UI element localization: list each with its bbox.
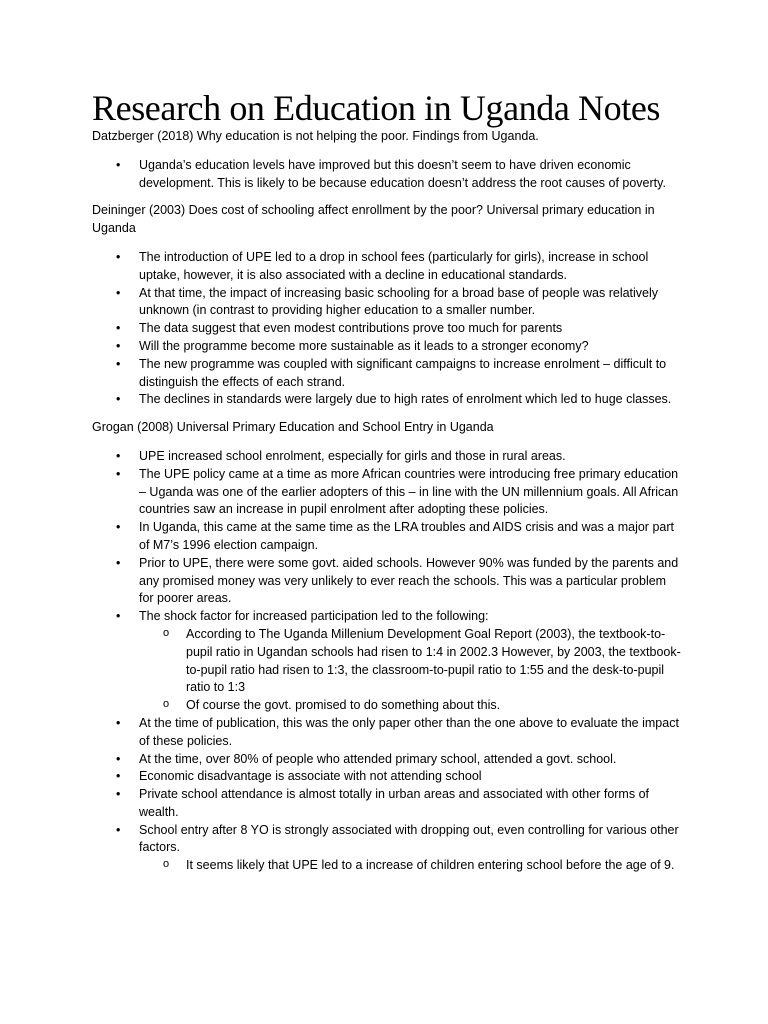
sub-list-item: o It seems likely that UPE led to a increase of children entering school before the age of 9. — [92, 857, 682, 875]
list-item: • The introduction of UPE led to a drop in school fees (particularly for girls), increase in school uptake, however, it is also associated with a decline in educational standards. — [92, 249, 682, 285]
list-item: • Will the programme become more sustainable as it leads to a stronger economy? — [92, 338, 682, 356]
list-item: • Uganda’s education levels have improved but this doesn’t seem to have driven economic development. This is likely to be because education doesn’t address the root causes of poverty. — [92, 157, 682, 193]
sub-list-item: o Of course the govt. promised to do something about this. — [92, 697, 682, 715]
citation-deininger: Deininger (2003) Does cost of schooling affect enrollment by the poor? Universal primary education in Uganda — [92, 203, 655, 236]
list-item: • The data suggest that even modest contributions prove too much for parents — [92, 320, 682, 338]
document-title: Research on Education in Uganda Notes — [92, 88, 661, 128]
list-item: • The UPE policy came at a time as more African countries were introducing free primary education – Uganda was one of the earlier adopters of this – in line with the UN millennium goals. All African countries saw an increase in pupil enrolment after adopting these policies. — [92, 466, 682, 519]
bullet-list-grogan — [92, 448, 682, 875]
list-item: • Economic disadvantage is associate with not attending school — [92, 768, 682, 786]
document-page — [92, 88, 682, 875]
list-item: • At the time, over 80% of people who attended primary school, attended a govt. school. — [92, 751, 682, 769]
list-item: • The shock factor for increased participation led to the following: — [92, 608, 682, 626]
list-item: • School entry after 8 YO is strongly associated with dropping out, even controlling for various other factors. — [92, 822, 682, 858]
list-item: • At that time, the impact of increasing basic schooling for a broad base of people was relatively unknown (in contrast to providing higher education to a smaller number. — [92, 285, 682, 321]
list-item: • At the time of publication, this was the only paper other than the one above to evaluate the impact of these policies. — [92, 715, 682, 751]
bullet-list-datzberger — [92, 157, 682, 193]
sub-list-item: o According to The Uganda Millenium Development Goal Report (2003), the textbook-to-pupil ratio in Ugandan schools had risen to 1:4 in 2002.3 However, by 2003, the textbook-to-pupil ratio had risen to 1:3, the classroom-to-pupil ratio to 1:55 and the desk-to-pupil ratio to 1:3 — [92, 626, 682, 697]
citation-grogan: Grogan (2008) Universal Primary Education and School Entry in Uganda — [92, 420, 494, 435]
citation-datzberger: Datzberger (2018) Why education is not helping the poor. Findings from Uganda. — [92, 129, 539, 143]
list-item: • The new programme was coupled with significant campaigns to increase enrolment – difficult to distinguish the effects of each strand. — [92, 356, 682, 392]
list-item: • Private school attendance is almost totally in urban areas and associated with other forms of wealth. — [92, 786, 682, 822]
list-item: • In Uganda, this came at the same time as the LRA troubles and AIDS crisis and was a major part of M7’s 1996 election campaign. — [92, 519, 682, 555]
list-item: • UPE increased school enrolment, especially for girls and those in rural areas. — [92, 448, 682, 466]
list-item: • The declines in standards were largely due to high rates of enrolment which led to huge classes. — [92, 391, 682, 409]
bullet-list-deininger — [92, 249, 682, 409]
list-item: • Prior to UPE, there were some govt. aided schools. However 90% was funded by the parents and any promised money was very unlikely to ever reach the schools. This was a particular problem for poorer areas. — [92, 555, 682, 608]
